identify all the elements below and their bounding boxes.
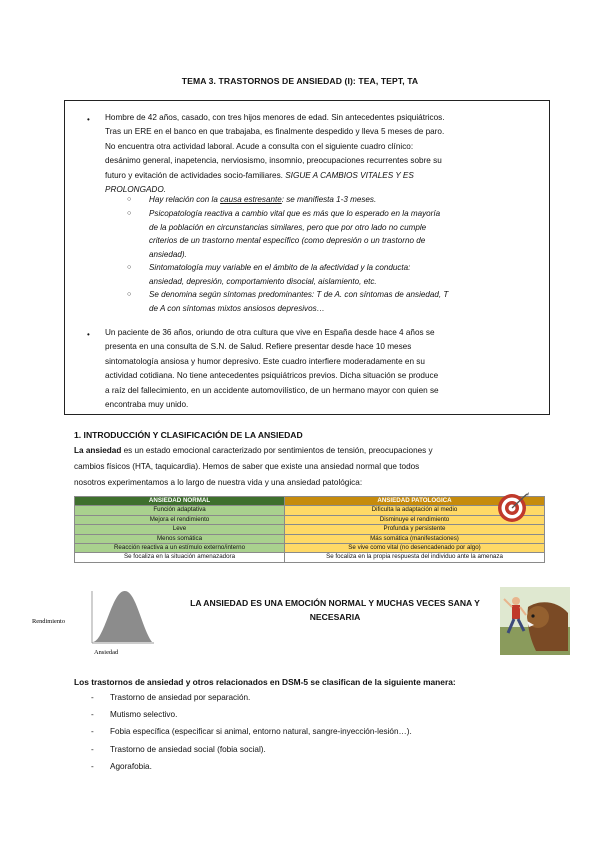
list-item-text: Fobia específica (especificar si animal, entorno natural, sangre-inyección-lesión…). [110,727,412,737]
cell-pathological: Se vive como vital (no desencadenado por algo) [285,544,545,553]
list-item-text: Trastorno de ansiedad por separación. [110,693,251,702]
cell-normal: Función adaptativa [75,506,285,515]
cell-pathological: Se focaliza en la propia respuesta del individuo ante la amenaza [285,553,545,562]
list-item-text: Trastorno de ansiedad social (fobia social). [110,744,266,754]
list-item-text: Mutismo selectivo. [110,710,178,720]
table-row [75,525,545,534]
cell-normal: Menos somática [75,534,285,543]
header-normal: ANSIEDAD NORMAL [75,497,285,506]
dash-bullet: - [91,693,94,702]
dash-bullet: - [91,727,94,737]
intro-bold: La ansiedad [74,446,122,455]
intro-paragraph [74,443,433,491]
table-row [75,534,545,543]
sub-item-line: ansiedad, depresión, comportamiento disocial, aislamiento, etc. [149,276,377,286]
yerkes-dodson-curve [30,585,158,657]
sub-item-line: ansiedad). [149,249,187,259]
sub-item-line: de A con síntomas mixtos ansiosos depresivos… [149,303,325,313]
circle-bullet-icon: ○ [127,196,132,203]
cell-pathological: Dificulta la adaptación al medio [285,506,545,515]
list-item [74,706,412,723]
case1-highlight: SIGUE A CAMBIOS VITALES Y ES [285,170,414,180]
sub-item-line: Psicopatología reactiva a cambio vital que es más que lo esperado en la mayoría [149,209,441,218]
y-axis-label: Rendimiento [32,618,66,625]
table-row [75,544,545,553]
cell-normal: Leve [75,525,285,534]
bullet-icon: • [87,115,90,124]
sub-item-line: de la población en circunstancias similares, pero que por otro lado no cumple [149,222,427,232]
intro-text: nosotros experimentamos a lo largo de nuestra vida y una ansiedad patológica: [74,478,363,487]
circle-bullet-icon: ○ [127,291,132,298]
dash-bullet: - [91,710,94,720]
list-item [74,741,412,758]
intro-text: es un estado emocional caracterizado por sentimientos de tensión, preocupaciones y [121,446,433,455]
cell-pathological: Disminuye el rendimiento [285,515,545,524]
bullet-icon: • [87,330,90,339]
cell-pathological: Más somática (manifestaciones) [285,534,545,543]
circle-bullet-icon: ○ [127,264,132,271]
case1-line: Tras un ERE en el banco en que trabajaba, es finalmente despedido y lleva 5 meses de paro. [105,127,445,137]
list-item [74,758,412,775]
anxiety-comparison-table [74,496,545,563]
man-fleeing-bear-illustration [500,587,570,655]
target-icon [496,490,530,524]
sub-item-3 [149,261,410,288]
page-title: TEMA 3. TRASTORNOS DE ANSIEDAD (I): TEA, TEPT, TA [181,76,419,86]
case1-line: futuro y evitación de actividades socio-familiares. [105,170,283,180]
intro-text: cambios físicos (HTA, taquicardia). Hemos de saber que existe una ansiedad normal que todos [74,462,420,471]
sub-item-line: Sintomatología muy variable en el ámbito de la afectividad y la conducta: [149,263,411,272]
cell-normal: Reacción reactiva a un estímulo externo/interno [75,544,285,553]
dash-bullet: - [91,761,94,771]
case1-line: Hombre de 42 años, casado, con tres hijos menores de edad. Sin antecedentes psiquiátricos. [105,113,445,122]
x-axis-label: Ansiedad [94,649,119,656]
sub-item-line: criterios de un trastorno mental específico (como depresión o un trastorno de [149,236,426,246]
section-heading: 1. INTRODUCCIÓN Y CLASIFICACIÓN DE LA ANSIEDAD [74,430,303,440]
curve-area [93,591,152,642]
cell-normal: Mejora el rendimiento [75,515,285,524]
case2-line: presenta en una consulta de S.N. de Salud. Refiere presentar desde hace 10 meses [105,342,412,352]
case2-line: a raíz del fallecimiento, en un accidente automovilístico, de un hermano mayor con quien se [105,385,439,395]
dsm-heading: Los trastornos de ansiedad y otros relacionados en DSM-5 se clasifican de la siguiente manera: [74,677,456,687]
case2-line: Un paciente de 36 años, oriundo de otra cultura que vive en España desde hace 4 años se [105,328,435,337]
list-item [74,723,412,740]
slogan: LA ANSIEDAD ES UNA EMOCIÓN NORMAL Y MUCHAS VECES SANA Y NECESARIA [190,598,480,622]
table-row [75,515,545,524]
dash-bullet: - [91,744,94,754]
sub-item-4 [149,288,448,315]
case2-line: actividad cotidiana. No tiene antecedentes psiquiátricos previos. Dicha situación se produce [105,371,439,381]
case1-line: No encuentra otra actividad laboral. Acude a consulta con el siguiente cuadro clínico: [105,141,414,151]
table-row [75,506,545,515]
table-row [75,553,545,562]
case1-text [105,111,445,197]
sub-item-2 [149,207,440,261]
case2-text [105,326,439,412]
sub-item-line: Se denomina según síntomas predominantes: T de A. con síntomas de ansiedad, T [149,290,449,299]
case2-line: encontraba muy unido. [105,400,189,410]
cell-normal: Se focaliza en la situación amenazadora [75,553,285,562]
list-item-text: Agorafobia. [110,761,152,771]
case1-highlight-end: PROLONGADO. [105,185,166,195]
sub-item-underlined: causa estresante [220,195,282,204]
sub-item-1 [149,193,376,207]
clinical-cases-box [64,100,550,415]
table-header-row [75,497,545,506]
dsm-list [74,689,412,775]
header-pathological: ANSIEDAD PATOLÓGICA [285,497,545,506]
case2-line: sintomatología ansiosa y humor depresivo. Este cuadro interfiere moderadamente en su [105,356,425,366]
cell-pathological: Profunda y persistente [285,525,545,534]
sub-item-text: : se manifiesta 1-3 meses. [281,195,377,204]
sub-item-text: Hay relación con la [149,195,221,204]
list-item [74,689,412,706]
case1-line: desánimo general, inapetencia, nerviosismo, insomnio, preocupaciones recurrentes sobre su [105,156,442,166]
circle-bullet-icon: ○ [127,210,132,217]
